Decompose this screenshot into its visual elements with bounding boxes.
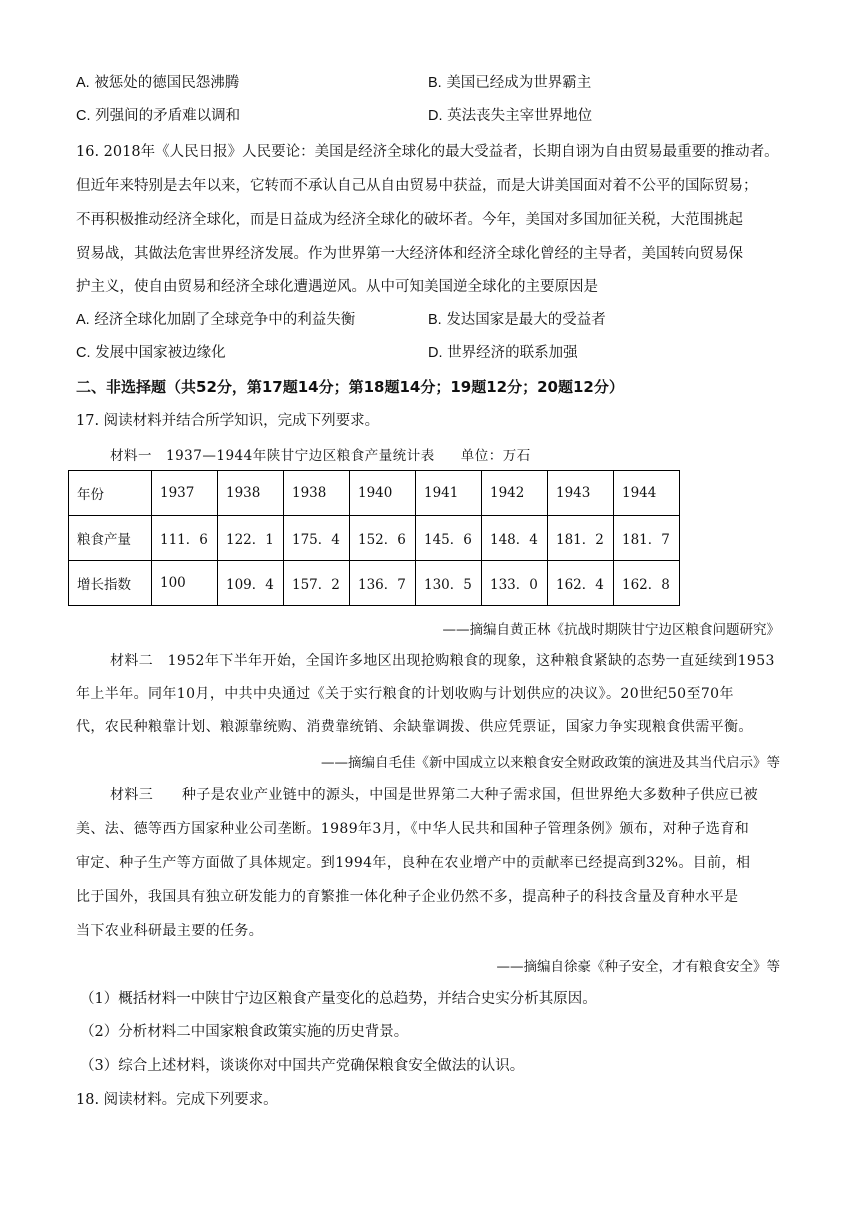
table-cell: 162．8 <box>614 561 680 606</box>
table-cell: 133．0 <box>482 561 548 606</box>
table-cell: 152．6 <box>350 516 416 561</box>
material1-title: 材料一 1937—1944年陕甘宁边区粮食产量统计表 <box>110 448 435 464</box>
option-text: 经济全球化加剧了全球竞争中的利益失衡 <box>94 312 356 328</box>
table-cell: 1942 <box>482 471 548 516</box>
q16-option-c <box>76 343 226 363</box>
table-row <box>69 561 680 606</box>
q16-stem-line-3: 不再积极推动经济全球化，而是日益成为经济全球化的破坏者。今年，美国对多国加征关税，大范围挑起 <box>76 212 743 228</box>
material3-line-4: 比于国外，我国具有独立研发能力的育繁推一体化种子企业仍然不多，提高种子的科技含量及育种水平是 <box>76 889 739 905</box>
table-cell: 136．7 <box>350 561 416 606</box>
option-text: 世界经济的联系加强 <box>447 345 578 361</box>
option-letter: A. <box>76 312 90 328</box>
option-text: 被惩处的德国民怨沸腾 <box>94 75 240 91</box>
q17-stem: 17. 阅读材料并结合所学知识，完成下列要求。 <box>76 413 380 429</box>
table-cell: 100 <box>152 561 218 606</box>
table-cell: 181．7 <box>614 516 680 561</box>
table-cell: 1938 <box>218 471 284 516</box>
material2-line-3: 代，农民种粮靠计划、粮源靠统购、消费靠统销、余缺靠调拨、供应凭票证，国家力争实现粮食供需平衡。 <box>76 719 753 735</box>
q15-option-c <box>76 106 240 126</box>
material1-source: ——摘编自黄正林《抗战时期陕甘宁边区粮食问题研究》 <box>442 622 780 638</box>
table-cell: 148．4 <box>482 516 548 561</box>
option-letter: C. <box>76 108 91 124</box>
table-cell: 1937 <box>152 471 218 516</box>
material2-line-2: 年上半年。同年10月，中共中央通过《关于实行粮食的计划收购与计划供应的决议》。20世纪50至70年 <box>76 686 734 702</box>
table-cell: 109．4 <box>218 561 284 606</box>
table-cell: 122．1 <box>218 516 284 561</box>
material1-caption <box>110 444 531 464</box>
material3-line-3: 审定、种子生产等方面做了具体规定。到1994年，良种在农业增产中的贡献率已经提高到32%。目前，相 <box>76 855 751 871</box>
option-letter: D. <box>428 108 443 124</box>
subquestion-2: （2）分析材料二中国家粮食政策实施的历史背景。 <box>80 1024 409 1040</box>
q16-stem-line-2: 但近年来特别是去年以来，它转而不承认自己从自由贸易中获益，而是大讲美国面对着不公平的国际贸易； <box>76 178 758 194</box>
option-letter: A. <box>76 75 90 91</box>
subquestion-1: （1）概括材料一中陕甘宁边区粮食产量变化的总趋势，并结合史实分析其原因。 <box>80 991 597 1007</box>
q16-option-a <box>76 310 355 330</box>
material3-line-2: 美、法、德等西方国家种业公司垄断。1989年3月，《中华人民共和国种子管理条例》颁布，对种子选育和 <box>76 821 750 837</box>
option-letter: B. <box>428 312 442 328</box>
q16-stem-line-5: 护主义，使自由贸易和经济全球化遭遇逆风。从中可知美国逆全球化的主要原因是 <box>76 279 598 295</box>
table-cell: 1941 <box>416 471 482 516</box>
q15-option-a <box>76 73 239 93</box>
q16-stem-line-1: 16. 2018年《人民日报》人民要论：美国是经济全球化的最大受益者，长期自诩为自由贸易最重要的推动者。 <box>76 144 779 160</box>
option-letter: D. <box>428 345 443 361</box>
table-cell: 162．4 <box>548 561 614 606</box>
row-label: 年份 <box>69 471 152 516</box>
subquestion-3: （3）综合上述材料，谈谈你对中国共产党确保粮食安全做法的认识。 <box>80 1058 525 1074</box>
row-label: 粮食产量 <box>69 516 152 561</box>
table-cell: 175．4 <box>284 516 350 561</box>
q15-option-b <box>428 73 591 93</box>
q16-option-d <box>428 343 578 363</box>
option-letter: B. <box>428 75 442 91</box>
option-text: 列强间的矛盾难以调和 <box>95 108 241 124</box>
table-cell: 1938 <box>284 471 350 516</box>
section-heading: 二、非选择题（共52分，第17题14分；第18题14分；19题12分；20题12分） <box>76 378 624 396</box>
table-cell: 181．2 <box>548 516 614 561</box>
table-cell: 145．6 <box>416 516 482 561</box>
table-cell: 1940 <box>350 471 416 516</box>
material3-line-1: 材料三 种子是农业产业链中的源头，中国是世界第二大种子需求国，但世界绝大多数种子供应已被 <box>110 787 758 803</box>
material3-line-5: 当下农业科研最主要的任务。 <box>76 923 264 939</box>
q18-stem: 18. 阅读材料。完成下列要求。 <box>76 1092 278 1108</box>
material2-line-1: 材料二 1952年下半年开始，全国许多地区出现抢购粮食的现象，这种粮食紧缺的态势一直延续到1953 <box>110 653 775 669</box>
table-cell: 157．2 <box>284 561 350 606</box>
material3-source: ——摘编自徐豪《种子安全，才有粮食安全》等 <box>496 959 780 975</box>
table-row <box>69 516 680 561</box>
q16-option-b <box>428 310 606 330</box>
grain-output-table <box>68 470 680 606</box>
q16-stem-line-4: 贸易战，其做法危害世界经济发展。作为世界第一大经济体和经济全球化曾经的主导者，美国转向贸易保 <box>76 246 743 262</box>
option-letter: C. <box>76 345 91 361</box>
table-cell: 1943 <box>548 471 614 516</box>
option-text: 英法丧失主宰世界地位 <box>447 108 593 124</box>
material2-source: ——摘编自毛佳《新中国成立以来粮食安全财政政策的演进及其当代启示》等 <box>321 755 780 771</box>
table-cell: 1944 <box>614 471 680 516</box>
row-label: 增长指数 <box>69 561 152 606</box>
table-cell: 130．5 <box>416 561 482 606</box>
material1-unit: 单位：万石 <box>460 448 531 464</box>
option-text: 发展中国家被边缘化 <box>95 345 226 361</box>
table-cell: 111．6 <box>152 516 218 561</box>
table-row <box>69 471 680 516</box>
q15-option-d <box>428 106 592 126</box>
option-text: 美国已经成为世界霸主 <box>446 75 592 91</box>
option-text: 发达国家是最大的受益者 <box>446 312 606 328</box>
